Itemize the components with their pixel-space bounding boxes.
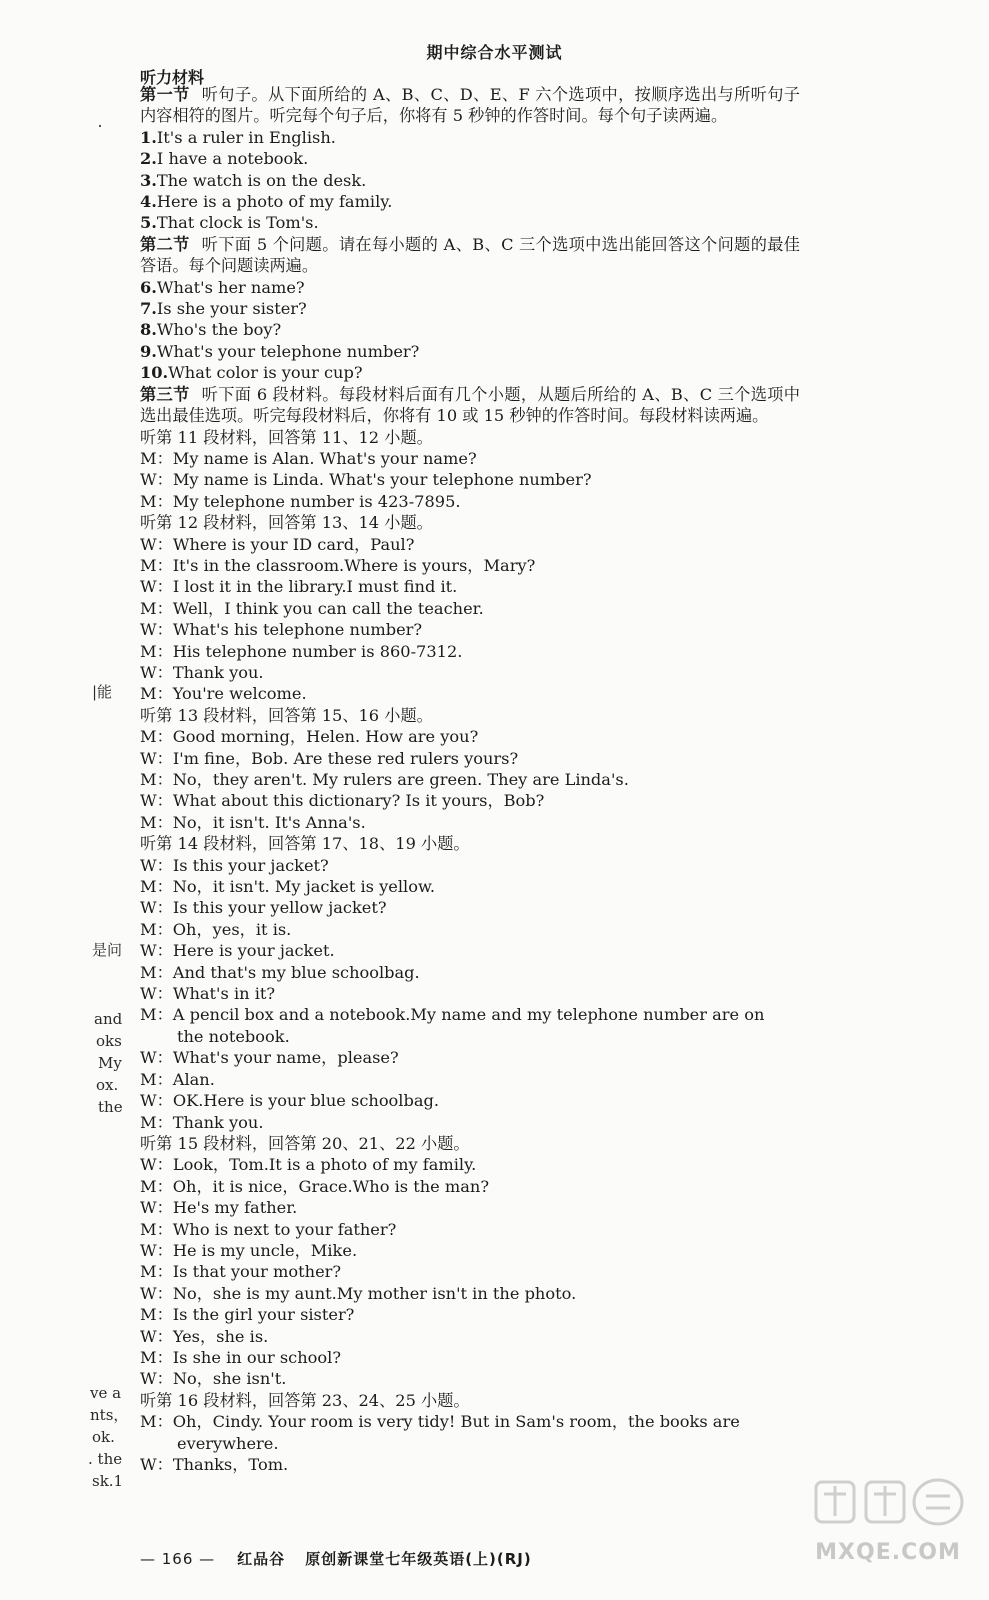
dialog-heading: 听第 11 段材料，回答第 11、12 小题。 — [140, 427, 433, 447]
list-item — [140, 362, 800, 383]
item-number: 3. — [140, 170, 157, 190]
dialog-13 — [140, 705, 800, 833]
dialog-line: the notebook. — [177, 1026, 290, 1046]
margin-fragment: sk.1 — [92, 1472, 124, 1490]
margin-fragment: ok. — [92, 1428, 115, 1446]
dialog-line: W：Is this your jacket? — [140, 855, 329, 875]
dialog-line: everywhere. — [177, 1433, 279, 1453]
part2-text: 听下面 5 个问题。请在每小题的 A、B、C 三个选项中选出能回答这个问题的最佳答语。每个问题读两遍。 — [140, 234, 800, 276]
dialog-line: M：His telephone number is 860-7312. — [140, 641, 463, 661]
dialog-line: M：No，it isn't. It's Anna's. — [140, 812, 366, 832]
watermark — [798, 1470, 978, 1580]
item-number: 6. — [140, 277, 157, 297]
margin-fragment: the — [98, 1098, 123, 1116]
part2-items — [140, 277, 800, 384]
margin-fragment: and — [94, 1010, 123, 1028]
dialog-line: M：Well，I think you can call the teacher. — [140, 598, 484, 618]
dialog-line: M：My name is Alan. What's your name? — [140, 448, 477, 468]
dialog-line: M：No，they aren't. My rulers are green. They are Linda's. — [140, 770, 629, 789]
dialog-line: W：Look，Tom.It is a photo of my family. — [140, 1155, 477, 1175]
dialog-line: M：You're welcome. — [140, 684, 307, 704]
margin-mark — [99, 125, 101, 127]
list-item — [140, 298, 800, 319]
page-number: — 166 — — [140, 1550, 216, 1568]
dialog-line: W：He's my father. — [140, 1198, 298, 1218]
dialog-line: W：OK.Here is your blue schoolbag. — [140, 1091, 440, 1111]
dialog-line: M：Alan. — [140, 1069, 215, 1089]
dialog-line: M：My telephone number is 423-7895. — [140, 491, 461, 511]
item-text: Here is a photo of my family. — [156, 192, 393, 212]
item-number: 5. — [140, 213, 157, 233]
dialog-line: M：Who is next to your father? — [140, 1219, 397, 1239]
dialog-11 — [140, 427, 800, 513]
list-item — [140, 319, 800, 340]
list-item — [140, 277, 800, 298]
dialog-line: W：Here is your jacket. — [140, 941, 335, 961]
dialog-line: W：No，she is my aunt.My mother isn't in the photo. — [140, 1283, 577, 1303]
item-text: What's her name? — [156, 277, 305, 297]
list-item — [140, 148, 800, 169]
dialog-line: W：What about this dictionary? Is it yours，Bob? — [140, 791, 545, 811]
dialog-heading: 听第 13 段材料，回答第 15、16 小题。 — [140, 705, 433, 725]
item-text: It's a ruler in English. — [156, 127, 336, 147]
dialog-line: W：He is my uncle，Mike. — [140, 1240, 358, 1260]
dialog-line: M：No，it isn't. My jacket is yellow. — [140, 877, 436, 897]
watermark-logo-icon — [798, 1470, 978, 1540]
dialog-line: M：Good morning，Helen. How are you? — [140, 727, 479, 747]
dialog-line: W：Yes，she is. — [140, 1326, 269, 1346]
margin-fragment: |能 — [92, 683, 113, 701]
page-footer — [140, 1548, 532, 1569]
list-item — [140, 191, 800, 212]
item-text: The watch is on the desk. — [156, 170, 367, 190]
dialog-line: M：A pencil box and a notebook.My name and my telephone number are on — [140, 1005, 765, 1025]
dialog-line: W：I'm fine，Bob. Are these red rulers yours? — [140, 748, 519, 768]
dialog-line: M：Oh，Cindy. Your room is very tidy! But in Sam's room，the books are — [140, 1412, 740, 1432]
list-item — [140, 341, 800, 362]
dialog-line: M：And that's my blue schoolbag. — [140, 962, 420, 982]
dialog-line: M：Is that your mother? — [140, 1262, 342, 1282]
dialog-line: W：What's your name，please? — [140, 1048, 399, 1068]
item-number: 10. — [140, 363, 169, 383]
margin-fragment: . the — [88, 1450, 123, 1468]
dialog-line: W：Thank you. — [140, 662, 264, 682]
dialog-line: M：Oh，it is nice，Grace.Who is the man? — [140, 1176, 489, 1196]
part3-text: 听下面 6 段材料。每段材料后面有几个小题，从题后所给的 A、B、C 三个选项中选出最佳选项。听完每段材料后，你将有 10 或 15 秒钟的作答时间。每段材料读两遍。 — [140, 384, 800, 426]
item-number: 1. — [140, 127, 157, 147]
section-heading: 听力材料 — [140, 68, 205, 87]
margin-fragment: My — [98, 1054, 122, 1072]
dialog-heading: 听第 14 段材料，回答第 17、18、19 小题。 — [140, 834, 470, 854]
item-number: 7. — [140, 299, 157, 319]
item-number: 9. — [140, 341, 157, 361]
item-number: 8. — [140, 320, 157, 340]
item-number: 2. — [140, 149, 157, 169]
book-title: 原创新课堂七年级英语(上)(RJ) — [305, 1550, 532, 1568]
main-content — [140, 84, 800, 1475]
item-number: 4. — [140, 192, 157, 212]
part1-items — [140, 127, 800, 234]
item-text: What color is your cup? — [168, 363, 363, 383]
dialog-16 — [140, 1390, 800, 1476]
dialog-line: M：It's in the classroom.Where is yours，Mary? — [140, 555, 536, 575]
dialog-line: W：I lost it in the library.I must find it. — [140, 577, 458, 597]
part1-instructions — [140, 84, 800, 127]
watermark-text: MXQE.COM — [815, 1540, 961, 1565]
dialog-14 — [140, 833, 800, 1133]
part3-instructions — [140, 384, 800, 427]
margin-fragment: 是问 — [92, 941, 123, 959]
list-item — [140, 170, 800, 191]
dialog-line: M：Is she in our school? — [140, 1347, 342, 1367]
dialog-heading: 听第 16 段材料，回答第 23、24、25 小题。 — [140, 1390, 470, 1410]
margin-fragment: oks — [96, 1032, 122, 1050]
dialog-12 — [140, 512, 800, 705]
list-item — [140, 127, 800, 148]
dialog-line: W：Thanks，Tom. — [140, 1455, 289, 1474]
list-item — [140, 212, 800, 233]
part2-label: 第二节 — [140, 234, 190, 254]
page-title: 期中综合水平测试 — [426, 43, 563, 62]
dialog-line: W：Where is your ID card，Paul? — [140, 534, 415, 554]
dialog-line: M：Oh，yes，it is. — [140, 919, 292, 939]
dialog-15 — [140, 1133, 800, 1390]
dialog-line: M：Is the girl your sister? — [140, 1305, 355, 1325]
item-text: That clock is Tom's. — [156, 213, 319, 233]
part3-label: 第三节 — [140, 384, 190, 404]
dialog-heading: 听第 15 段材料，回答第 20、21、22 小题。 — [140, 1133, 470, 1153]
part2-instructions — [140, 234, 800, 277]
dialog-line: W：My name is Linda. What's your telephone number? — [140, 470, 592, 490]
dialog-line: M：Thank you. — [140, 1112, 264, 1132]
item-text: Is she your sister? — [156, 299, 307, 319]
dialog-line: W：No，she isn't. — [140, 1369, 287, 1389]
publisher-brand: 红品谷 — [237, 1550, 286, 1568]
part1-text: 听句子。从下面所给的 A、B、C、D、E、F 六个选项中，按顺序选出与所听句子内容相符的图片。听完每个句子后，你将有 5 秒钟的作答时间。每个句子读两遍。 — [140, 85, 800, 126]
margin-fragment: ox. — [96, 1076, 119, 1094]
item-text: I have a notebook. — [156, 149, 309, 169]
item-text: What's your telephone number? — [156, 341, 420, 361]
dialog-line: W：What's his telephone number? — [140, 620, 423, 640]
item-text: Who's the boy? — [156, 320, 282, 340]
dialog-heading: 听第 12 段材料，回答第 13、14 小题。 — [140, 513, 433, 533]
margin-fragment: nts， — [90, 1406, 129, 1424]
margin-fragment: ve a — [90, 1384, 122, 1402]
dialog-line: W：Is this your yellow jacket? — [140, 898, 387, 918]
dialog-line: W：What's in it? — [140, 984, 276, 1004]
part1-label: 第一节 — [140, 85, 190, 104]
